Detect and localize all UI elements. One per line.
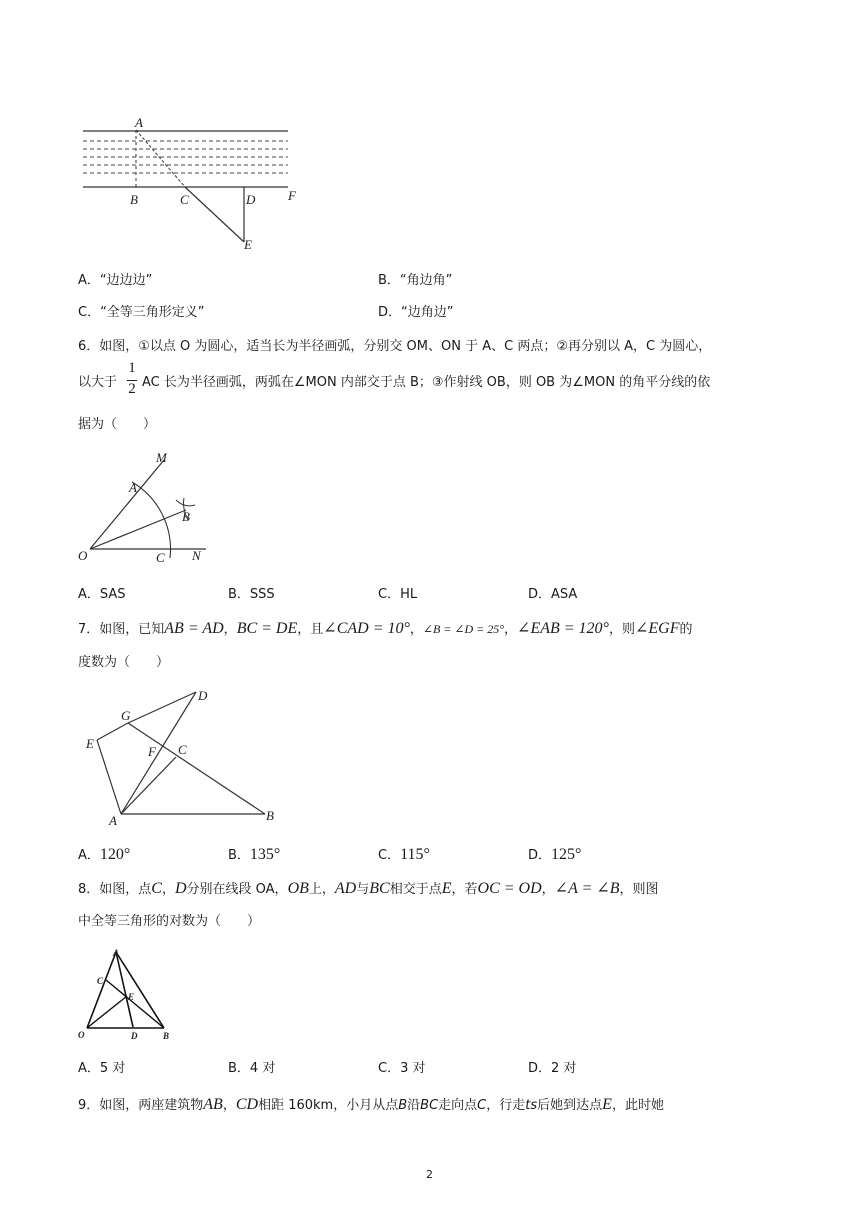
q7-option-d-letter: D． <box>528 848 552 863</box>
q7-option-a-value: 120° <box>99 846 131 863</box>
q8-option-d: D．2 对 <box>528 1061 577 1076</box>
q6-figure <box>72 448 212 566</box>
q9-text-bc: BC <box>420 1098 439 1113</box>
label-B: B <box>163 1031 170 1041</box>
label-C: C <box>180 192 189 207</box>
q9-line1 <box>78 1094 664 1115</box>
q7-math-ab-ad: AB = AD <box>164 620 224 637</box>
q8-text-q: ，则图 <box>619 882 659 897</box>
q9-text-a: 9．如图，两座建筑物 <box>78 1098 204 1113</box>
q8-math-oc-od: OC = OD <box>477 880 542 897</box>
q8-text-m: ，若 <box>451 882 478 897</box>
q7-figure <box>80 684 280 829</box>
label-D: D <box>246 192 256 207</box>
label-B: B <box>266 808 274 823</box>
q7-text-k: ，则 <box>608 622 635 637</box>
label-A: A <box>109 813 117 828</box>
q7-option-c <box>378 844 430 865</box>
q8-text-i: 与 <box>356 882 370 897</box>
q5-option-b: B．“角边角” <box>378 273 453 288</box>
q7-math-cad: ∠CAD = 10° <box>323 620 410 637</box>
q8-option-a: A．5 对 <box>78 1061 126 1076</box>
label-F: F <box>148 744 156 759</box>
q8-math-ob: OB <box>287 880 309 897</box>
q8-text-e: 分别在线段 OA， <box>186 882 288 897</box>
q9-math-e: E <box>602 1096 612 1113</box>
label-E: E <box>244 237 252 252</box>
label-C: C <box>178 742 187 757</box>
q5-option-d: D．“边角边” <box>378 305 454 320</box>
q9-text-k: ，行走 <box>486 1098 526 1113</box>
q7-option-a-letter: A． <box>78 848 100 863</box>
q8-math-d: D <box>174 880 187 897</box>
q6-line1: 6．如图，①以点 O 为圆心，适当长为半径画弧，分别交 OM、ON 于 A、C 两点；②再分别以 A，C 为圆心， <box>78 339 712 354</box>
q5-figure <box>78 112 308 258</box>
q9-math-cd: CD <box>235 1096 259 1113</box>
label-A: A <box>135 115 143 130</box>
q9-math-ab: AB <box>203 1096 223 1113</box>
page-number: 2 <box>426 1168 433 1181</box>
label-D: D <box>198 688 208 703</box>
q8-text-g: 上， <box>308 882 335 897</box>
q9-text-ts: ts <box>525 1098 538 1113</box>
q8-math-c: C <box>151 880 162 897</box>
q6-line3: 据为（ ） <box>78 417 157 432</box>
label-D: D <box>131 1031 138 1041</box>
q6-frac-den: 2 <box>128 381 136 397</box>
q6-option-b: B．SSS <box>228 587 275 602</box>
q6-line2-post: AC 长为半径画弧，两弧在∠MON 内部交于点 B；③作射线 OB，则 OB 为∠MON 的角平分线的依 <box>142 375 711 390</box>
q7-line2: 度数为（ ） <box>78 655 170 670</box>
q7-line1 <box>78 618 693 639</box>
q7-option-b-value: 135° <box>249 846 281 863</box>
q8-text-a: 8．如图，点 <box>78 882 152 897</box>
label-B: B <box>182 509 190 524</box>
label-F: F <box>288 188 296 203</box>
q9-text-c: ， <box>222 1098 236 1113</box>
q8-text-o: ， <box>541 882 555 897</box>
q7-text-a: 7．如图，已知 <box>78 622 165 637</box>
q6-frac-num: 1 <box>128 360 136 376</box>
label-E: E <box>86 736 94 751</box>
q8-option-c: C．3 对 <box>378 1061 426 1076</box>
q7-text-e: ，且 <box>297 622 324 637</box>
q5-option-c: C．“全等三角形定义” <box>78 305 205 320</box>
label-N: N <box>192 548 201 563</box>
label-B: B <box>130 192 138 207</box>
q8-math-a-b: ∠A = ∠B <box>554 880 620 897</box>
q7-option-b-letter: B． <box>228 848 250 863</box>
q7-text-i: ， <box>504 622 518 637</box>
q6-option-c: C．HL <box>378 587 418 602</box>
q8-math-bc: BC <box>369 880 390 897</box>
q7-math-bc-de: BC = DE <box>236 620 298 637</box>
q7-text-m: 的 <box>679 622 693 637</box>
q9-text-c-point: C <box>477 1098 487 1113</box>
q5-option-a: A．“边边边” <box>78 273 153 288</box>
label-C: C <box>156 550 165 565</box>
label-E: E <box>128 992 135 1002</box>
q7-text-c: ， <box>223 622 237 637</box>
q7-option-d <box>528 844 581 865</box>
label-O: O <box>78 1030 85 1040</box>
q7-math-eab: ∠EAB = 120° <box>517 620 609 637</box>
q9-text-o: ，此时她 <box>611 1098 664 1113</box>
label-C: C <box>97 976 104 986</box>
q9-text-i: 走向点 <box>438 1098 478 1113</box>
q6-line2-pre: 以大于 <box>78 375 118 390</box>
q8-option-b: B．4 对 <box>228 1061 276 1076</box>
q9-text-e: 相距 160km，小月从点 <box>258 1098 399 1113</box>
q8-figure <box>76 946 180 1044</box>
q9-text-b: B <box>398 1098 408 1113</box>
q8-line1 <box>78 878 659 899</box>
q9-text-g: 沿 <box>407 1098 421 1113</box>
q8-text-k: 相交于点 <box>389 882 442 897</box>
q7-option-c-value: 115° <box>400 846 430 863</box>
q8-line2: 中全等三角形的对数为（ ） <box>78 914 261 929</box>
label-A: A <box>113 948 120 958</box>
q7-option-a <box>78 844 130 865</box>
label-M: M <box>156 450 167 465</box>
q7-text-g: ， <box>409 622 423 637</box>
label-O: O <box>78 548 88 563</box>
q8-text-c: ， <box>161 882 175 897</box>
q7-math-egf: ∠EGF <box>634 620 680 637</box>
q7-math-b-d: ∠B = ∠D = 25° <box>422 622 505 636</box>
q7-option-b <box>228 844 280 865</box>
q7-option-d-value: 125° <box>551 846 582 863</box>
q8-math-ad: AD <box>334 880 357 897</box>
q7-option-c-letter: C． <box>378 848 401 863</box>
label-G: G <box>121 708 131 723</box>
q6-option-a: A．SAS <box>78 587 126 602</box>
label-A: A <box>129 480 137 495</box>
q6-option-d: D．ASA <box>528 587 578 602</box>
q9-text-m: 后她到达点 <box>537 1098 603 1113</box>
q8-math-e: E <box>441 880 452 897</box>
